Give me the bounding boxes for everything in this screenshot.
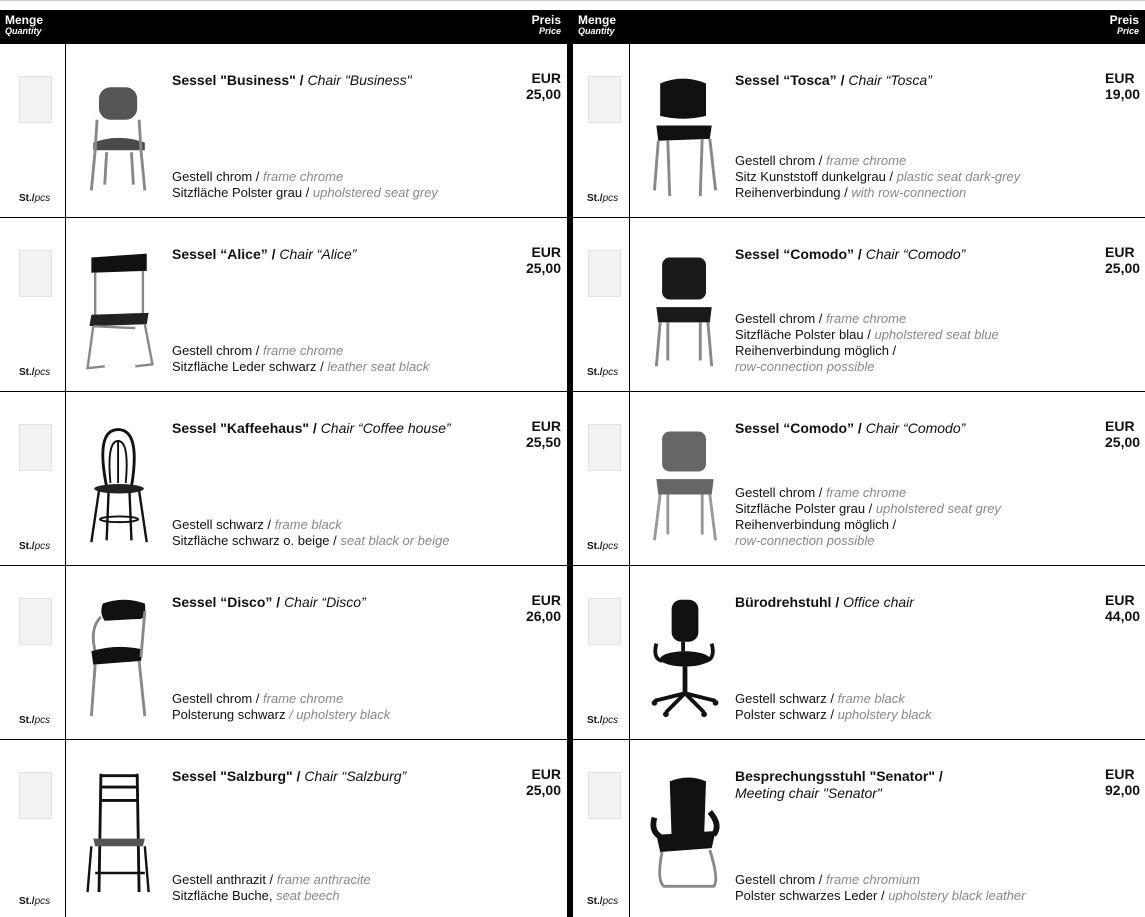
spec-en: upholstered seat grey: [312, 185, 438, 200]
unit-en: pcs: [602, 541, 619, 552]
quantity-header-en: Quantity: [5, 26, 42, 36]
spec-de: Sitzfläche Polster blau /: [735, 327, 875, 342]
price-value: 25,00: [1105, 434, 1141, 450]
quantity-cell: [0, 218, 66, 391]
product-title: [735, 72, 1105, 89]
product-list-left: [0, 44, 567, 917]
unit-en: pcs: [34, 715, 51, 726]
price-value: 19,00: [1105, 86, 1141, 102]
quantity-input[interactable]: [588, 598, 621, 645]
price: [1105, 592, 1145, 624]
price-value: 25,00: [525, 260, 561, 276]
spec-line: [172, 517, 449, 533]
spec-line: [735, 485, 1001, 501]
product-description: [735, 246, 1105, 375]
product-description: [735, 594, 1105, 723]
spec-line: [735, 533, 1001, 549]
unit-en: pcs: [602, 715, 619, 726]
price-currency: EUR: [531, 244, 561, 260]
spec-line: [172, 872, 371, 888]
spec-line: [735, 888, 1026, 904]
product-title-en: Chair “Comodo”: [865, 246, 966, 262]
spec-en: seat beech: [276, 888, 340, 903]
spec-line: [735, 327, 999, 343]
price: [526, 244, 561, 276]
unit-label: [19, 367, 50, 378]
spec-line: [735, 359, 999, 375]
spec-line: [172, 185, 438, 201]
product-row: [573, 740, 1145, 917]
product-title-de: Sessel "Salzburg" /: [172, 768, 305, 784]
unit-label: [587, 896, 618, 907]
product-title-de: Sessel “Comodo” /: [735, 246, 866, 262]
price-value: 92,00: [1105, 782, 1141, 798]
product-title-de: Sessel “Disco” /: [172, 594, 285, 610]
product-title-en: Chair “Comodo”: [865, 420, 966, 436]
spec-line: [735, 169, 1020, 185]
chair-disco-icon: [78, 592, 162, 722]
chair-salzburg-icon: [78, 766, 162, 896]
spec-en: upholstery black leather: [888, 888, 1026, 903]
product-title: [172, 420, 503, 437]
price-header-en: Price: [1116, 26, 1139, 36]
spec-en: / upholstery black: [289, 707, 391, 722]
table-header: [573, 10, 1145, 44]
product-title-de: Bürodrehstuhl /: [735, 594, 844, 610]
quantity-input[interactable]: [19, 250, 52, 297]
spec-en: frame chrome: [263, 691, 344, 706]
product-row: [573, 44, 1145, 218]
unit-label: [587, 715, 618, 726]
unit-label: [587, 367, 618, 378]
product-specs: [735, 872, 1026, 904]
spec-de: Gestell schwarz /: [735, 691, 838, 706]
quantity-input[interactable]: [19, 424, 52, 471]
product-description: [172, 246, 503, 375]
spec-line: [735, 707, 932, 723]
price: [1105, 244, 1145, 276]
spec-de: Gestell anthrazit /: [172, 872, 277, 887]
product-title-de: Besprechungsstuhl "Senator" /: [735, 768, 943, 784]
spec-line: [735, 517, 1001, 533]
unit-label: [19, 541, 50, 552]
unit-label: [19, 715, 50, 726]
spec-de: Gestell chrom /: [735, 485, 827, 500]
unit-de: St./: [587, 367, 603, 378]
unit-de: St./: [587, 896, 603, 907]
price-currency: EUR: [531, 418, 561, 434]
spec-de: Sitz Kunststoff dunkelgrau /: [735, 169, 897, 184]
right-column: [567, 10, 1145, 917]
product-row: [0, 218, 567, 392]
price-value: 26,00: [525, 608, 561, 624]
product-description: [172, 420, 503, 549]
unit-label: [587, 541, 618, 552]
spec-en: with row-connection: [851, 185, 967, 200]
product-title: [172, 246, 503, 263]
product-row: [0, 44, 567, 218]
unit-de: St./: [587, 715, 603, 726]
meeting-chair-senator-icon: [643, 766, 727, 896]
product-title-de: Sessel “Alice” /: [172, 246, 280, 262]
price-value: 44,00: [1105, 608, 1141, 624]
price: [1105, 70, 1145, 102]
spec-line: [172, 533, 449, 549]
chair-comodo-blue-icon: [643, 244, 727, 374]
price: [526, 70, 561, 102]
spec-line: [735, 185, 1020, 201]
product-title-en: Chair “Disco”: [284, 594, 366, 610]
quantity-input[interactable]: [19, 76, 52, 123]
quantity-input[interactable]: [588, 76, 621, 123]
spec-de: Sitzfläche Buche,: [172, 888, 277, 903]
spec-line: [172, 359, 429, 375]
unit-de: St./: [587, 541, 603, 552]
unit-de: St./: [587, 193, 603, 204]
spec-en: row-connection possible: [735, 533, 875, 548]
spec-de: Gestell chrom /: [735, 311, 827, 326]
spec-line: [172, 169, 438, 185]
quantity-input[interactable]: [588, 424, 621, 471]
spec-line: [172, 888, 371, 904]
spec-de: Gestell chrom /: [172, 343, 264, 358]
spec-en: frame black: [837, 691, 905, 706]
spec-de: Polster schwarz /: [735, 707, 838, 722]
spec-en: frame chrome: [826, 311, 907, 326]
spec-line: [735, 343, 999, 359]
unit-en: pcs: [602, 896, 619, 907]
spec-line: [735, 691, 932, 707]
product-description: [172, 594, 503, 723]
product-title-de: Sessel “Comodo” /: [735, 420, 866, 436]
spec-en: frame chromium: [826, 872, 920, 887]
chair-kaffeehaus-icon: [78, 418, 162, 548]
spec-de: Polster schwarzes Leder /: [735, 888, 889, 903]
spec-de: Gestell chrom /: [172, 691, 264, 706]
product-title-de: Sessel "Business" /: [172, 72, 308, 88]
office-chair-icon: [643, 592, 727, 722]
product-description: [735, 72, 1105, 201]
spec-de: Polsterung schwarz: [172, 707, 290, 722]
unit-label: [19, 896, 50, 907]
quantity-header: [5, 15, 43, 37]
price-value: 25,00: [525, 782, 561, 798]
product-specs: [735, 153, 1020, 201]
spec-en: leather seat black: [327, 359, 430, 374]
product-title-en: Chair “Tosca”: [848, 72, 932, 88]
product-specs: [172, 169, 438, 201]
spec-en: frame chrome: [826, 153, 907, 168]
spec-en: plastic seat dark-grey: [896, 169, 1021, 184]
product-specs: [735, 485, 1001, 549]
spec-line: [735, 153, 1020, 169]
spec-de: Gestell schwarz /: [172, 517, 275, 532]
product-title: [172, 72, 503, 89]
unit-en: pcs: [34, 896, 51, 907]
price-header: [532, 15, 561, 37]
quantity-input[interactable]: [19, 598, 52, 645]
spec-en: upholstery black: [837, 707, 932, 722]
price-currency: EUR: [1105, 418, 1135, 434]
product-specs: [735, 691, 932, 723]
product-row: [573, 218, 1145, 392]
spec-en: upholstered seat blue: [874, 327, 999, 342]
spec-en: upholstered seat grey: [875, 501, 1001, 516]
product-title-en: Chair “Coffee house”: [320, 420, 451, 436]
quantity-cell: [573, 218, 630, 391]
price-currency: EUR: [1105, 244, 1135, 260]
quantity-header-de: Menge: [578, 13, 617, 27]
product-title: [172, 768, 503, 785]
price-currency: EUR: [1105, 592, 1135, 608]
product-specs: [172, 872, 371, 904]
unit-en: pcs: [602, 193, 619, 204]
spec-de: Gestell chrom /: [735, 872, 827, 887]
unit-label: [587, 193, 618, 204]
chair-business-icon: [78, 70, 162, 200]
product-description: [172, 768, 503, 904]
product-title-en: Chair "Business": [307, 72, 412, 88]
product-title-en: Chair “Salzburg”: [304, 768, 407, 784]
chair-tosca-icon: [643, 70, 727, 200]
quantity-input[interactable]: [588, 772, 621, 819]
product-specs: [172, 517, 449, 549]
spec-en: frame anthracite: [276, 872, 371, 887]
spec-de: Sitzfläche Polster grau /: [735, 501, 876, 516]
price-header-de: Preis: [531, 13, 561, 27]
unit-de: St./: [19, 367, 35, 378]
spec-line: [172, 343, 429, 359]
spec-de: Sitzfläche Polster grau /: [172, 185, 313, 200]
quantity-header-de: Menge: [5, 13, 44, 27]
product-title: [172, 594, 503, 611]
unit-label: [19, 193, 50, 204]
quantity-cell: [0, 392, 66, 565]
price-header-en: Price: [538, 26, 561, 36]
product-row: [573, 392, 1145, 566]
price: [526, 592, 561, 624]
unit-en: pcs: [34, 367, 51, 378]
spec-de: Gestell chrom /: [735, 153, 827, 168]
spec-en: frame chrome: [263, 169, 344, 184]
product-title-de: Sessel "Kaffeehaus" /: [172, 420, 321, 436]
left-column: [0, 10, 567, 917]
product-title: [735, 768, 1105, 802]
spec-de: Gestell chrom /: [172, 169, 264, 184]
product-title-en: Meeting chair "Senator": [735, 785, 882, 801]
spec-en: frame black: [274, 517, 342, 532]
unit-en: pcs: [34, 541, 51, 552]
spec-line: [735, 501, 1001, 517]
quantity-cell: [573, 392, 630, 565]
price-currency: EUR: [531, 766, 561, 782]
spec-en: seat black or beige: [340, 533, 450, 548]
product-row: [0, 392, 567, 566]
price: [526, 418, 561, 450]
quantity-cell: [0, 44, 66, 217]
product-title-en: Chair “Alice”: [279, 246, 357, 262]
product-title: [735, 420, 1105, 437]
chair-alice-icon: [78, 244, 162, 374]
spec-de: Reihenverbindung möglich /: [735, 343, 897, 358]
price-currency: EUR: [1105, 766, 1135, 782]
product-specs: [735, 311, 999, 375]
spec-en: frame chrome: [263, 343, 344, 358]
price-currency: EUR: [1105, 70, 1135, 86]
quantity-header-en: Quantity: [578, 26, 615, 36]
product-title: [735, 246, 1105, 263]
price-value: 25,00: [1105, 260, 1141, 276]
unit-de: St./: [19, 896, 35, 907]
quantity-cell: [573, 740, 630, 917]
product-title-de: Sessel “Tosca” /: [735, 72, 849, 88]
spec-de: Reihenverbindung /: [735, 185, 852, 200]
quantity-cell: [0, 566, 66, 739]
price-currency: EUR: [531, 592, 561, 608]
spec-de: Sitzfläche Leder schwarz /: [172, 359, 328, 374]
unit-de: St./: [19, 541, 35, 552]
product-row: [0, 566, 567, 740]
quantity-cell: [0, 740, 66, 917]
product-title: [735, 594, 1105, 611]
unit-en: pcs: [602, 367, 619, 378]
product-row: [573, 566, 1145, 740]
spec-line: [172, 691, 390, 707]
product-list-right: [573, 44, 1145, 917]
spec-line: [735, 872, 1026, 888]
product-row: [0, 740, 567, 917]
price-header: [1110, 15, 1139, 37]
product-description: [735, 420, 1105, 549]
price-value: 25,00: [525, 86, 561, 102]
chair-comodo-grey-icon: [643, 418, 727, 548]
product-specs: [172, 691, 390, 723]
table-header: [0, 10, 567, 44]
spec-de: Sitzfläche schwarz o. beige /: [172, 533, 341, 548]
price: [1105, 418, 1145, 450]
spec-en: row-connection possible: [735, 359, 875, 374]
unit-de: St./: [19, 715, 35, 726]
quantity-input[interactable]: [19, 772, 52, 819]
product-title-en: Office chair: [843, 594, 914, 610]
price-currency: EUR: [531, 70, 561, 86]
spec-en: frame chrome: [826, 485, 907, 500]
price-value: 25,50: [525, 434, 561, 450]
unit-en: pcs: [34, 193, 51, 204]
quantity-cell: [573, 566, 630, 739]
quantity-input[interactable]: [588, 250, 621, 297]
spec-line: [172, 707, 390, 723]
product-description: [172, 72, 503, 201]
top-margin: [0, 0, 1145, 10]
unit-de: St./: [19, 193, 35, 204]
product-specs: [172, 343, 429, 375]
quantity-cell: [573, 44, 630, 217]
price: [526, 766, 561, 798]
price-header-de: Preis: [1109, 13, 1139, 27]
price: [1105, 766, 1145, 798]
spec-de: Reihenverbindung möglich /: [735, 517, 897, 532]
product-description: [735, 768, 1105, 904]
quantity-header: [578, 15, 616, 37]
spec-line: [735, 311, 999, 327]
